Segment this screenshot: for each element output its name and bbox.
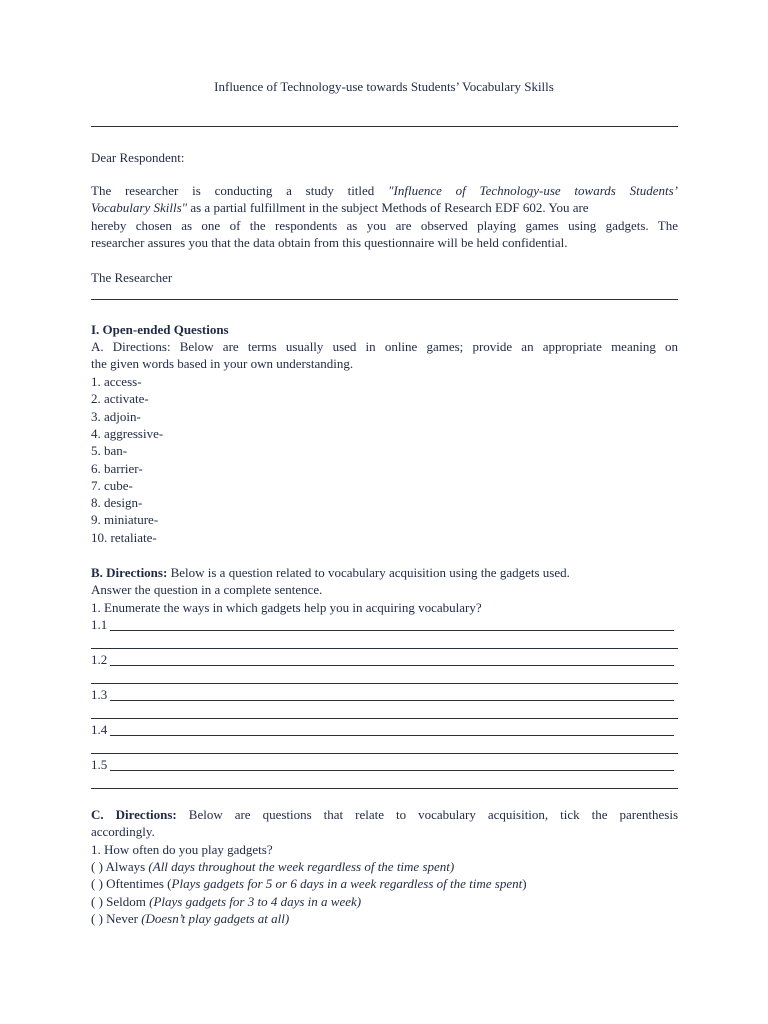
checkbox-parenthesis[interactable]: ( ) <box>91 876 103 892</box>
section-a-line-1: A. Directions: Below are terms usually used in online games; provide an appropriate meaning on <box>91 339 678 354</box>
option-description: (Doesn’t play gadgets at all) <box>141 911 290 927</box>
option-description: (All days throughout the week regardless of the time spent) <box>148 859 455 874</box>
option-label: Seldom <box>102 893 150 909</box>
answer-number: 1.1 <box>91 617 108 632</box>
greeting: Dear Respondent: <box>91 150 185 165</box>
term-item: 1. access- <box>91 374 142 389</box>
section-a-line-2: the given words based in your own understanding. <box>91 356 354 372</box>
section-c-line-1: C. Directions: Below are questions that relate to vocabulary acquisition, tick the parenthesis <box>91 807 679 822</box>
option-description: (Plays gadgets for 3 to 4 days in a week) <box>149 893 362 909</box>
term-item: 2. activate- <box>91 391 149 407</box>
option-label: Always <box>102 859 149 874</box>
intro-paragraph <box>91 182 678 252</box>
term-item: 4. aggressive- <box>91 425 164 441</box>
section-c-directions <box>91 806 678 858</box>
section-c-line-2: accordingly. <box>91 824 155 840</box>
section-c-question: 1. How often do you play gadgets? <box>91 841 273 857</box>
divider-middle <box>91 299 678 300</box>
option-label: Oftentimes ( <box>102 876 172 892</box>
section-b-line-2: Answer the question in a complete sentence. <box>91 582 323 598</box>
term-item: 8. design- <box>91 495 143 511</box>
intro-line-3: hereby chosen as one of the respondents as you are observed playing games using gadgets. The <box>91 217 678 233</box>
intro-line-2: Vocabulary Skills" as a partial fulfillment in the subject Methods of Research EDF 602. You are <box>91 200 589 216</box>
frequency-option[interactable] <box>91 858 454 875</box>
answer-input-line[interactable] <box>110 665 674 666</box>
answer-continuation-line[interactable] <box>91 753 678 754</box>
answer-input-line[interactable] <box>110 700 674 701</box>
term-item: 6. barrier- <box>91 460 143 476</box>
term-item: 3. adjoin- <box>91 408 141 424</box>
frequency-option[interactable] <box>91 875 527 892</box>
document-title: Influence of Technology-use towards Students’ Vocabulary Skills <box>214 79 554 94</box>
intro-line-4: researcher assures you that the data obtain from this questionnaire will be held confidential. <box>91 235 568 251</box>
section-a-directions <box>91 338 678 373</box>
section-1-heading: I. Open-ended Questions <box>91 322 229 337</box>
answer-input-line[interactable] <box>110 735 674 736</box>
section-b-directions <box>91 564 678 616</box>
option-close-paren: ) <box>522 876 527 892</box>
intro-line-1: The researcher is conducting a study titled "Influence of Technology-use towards Students’ <box>91 183 678 198</box>
section-b-question: 1. Enumerate the ways in which gadgets help you in acquiring vocabulary? <box>91 599 482 615</box>
term-item: 9. miniature- <box>91 512 159 528</box>
option-description: Plays gadgets for 5 or 6 days in a week regardless of the time spent <box>171 876 523 892</box>
answer-continuation-line[interactable] <box>91 648 678 649</box>
answer-continuation-line[interactable] <box>91 683 678 684</box>
answer-continuation-line[interactable] <box>91 788 678 789</box>
option-label: Never <box>102 911 142 927</box>
answer-number: 1.4 <box>91 722 108 737</box>
section-b-line-1: B. Directions: Below is a question related to vocabulary acquisition using the gadgets used. <box>91 565 570 580</box>
frequency-option[interactable] <box>91 893 361 910</box>
answer-continuation-line[interactable] <box>91 718 678 719</box>
answer-input-line[interactable] <box>110 770 674 771</box>
checkbox-parenthesis[interactable]: ( ) <box>91 911 103 927</box>
checkbox-parenthesis[interactable]: ( ) <box>91 893 103 909</box>
answer-number: 1.5 <box>91 757 108 772</box>
signature: The Researcher <box>91 270 173 285</box>
term-item: 10. retaliate- <box>91 529 157 545</box>
divider-top <box>91 126 678 127</box>
term-item: 5. ban- <box>91 443 128 459</box>
checkbox-parenthesis[interactable]: ( ) <box>91 859 103 874</box>
answer-number: 1.2 <box>91 652 108 667</box>
answer-input-line[interactable] <box>110 630 674 631</box>
answer-number: 1.3 <box>91 687 108 702</box>
frequency-option[interactable] <box>91 910 289 927</box>
term-item: 7. cube- <box>91 477 133 493</box>
